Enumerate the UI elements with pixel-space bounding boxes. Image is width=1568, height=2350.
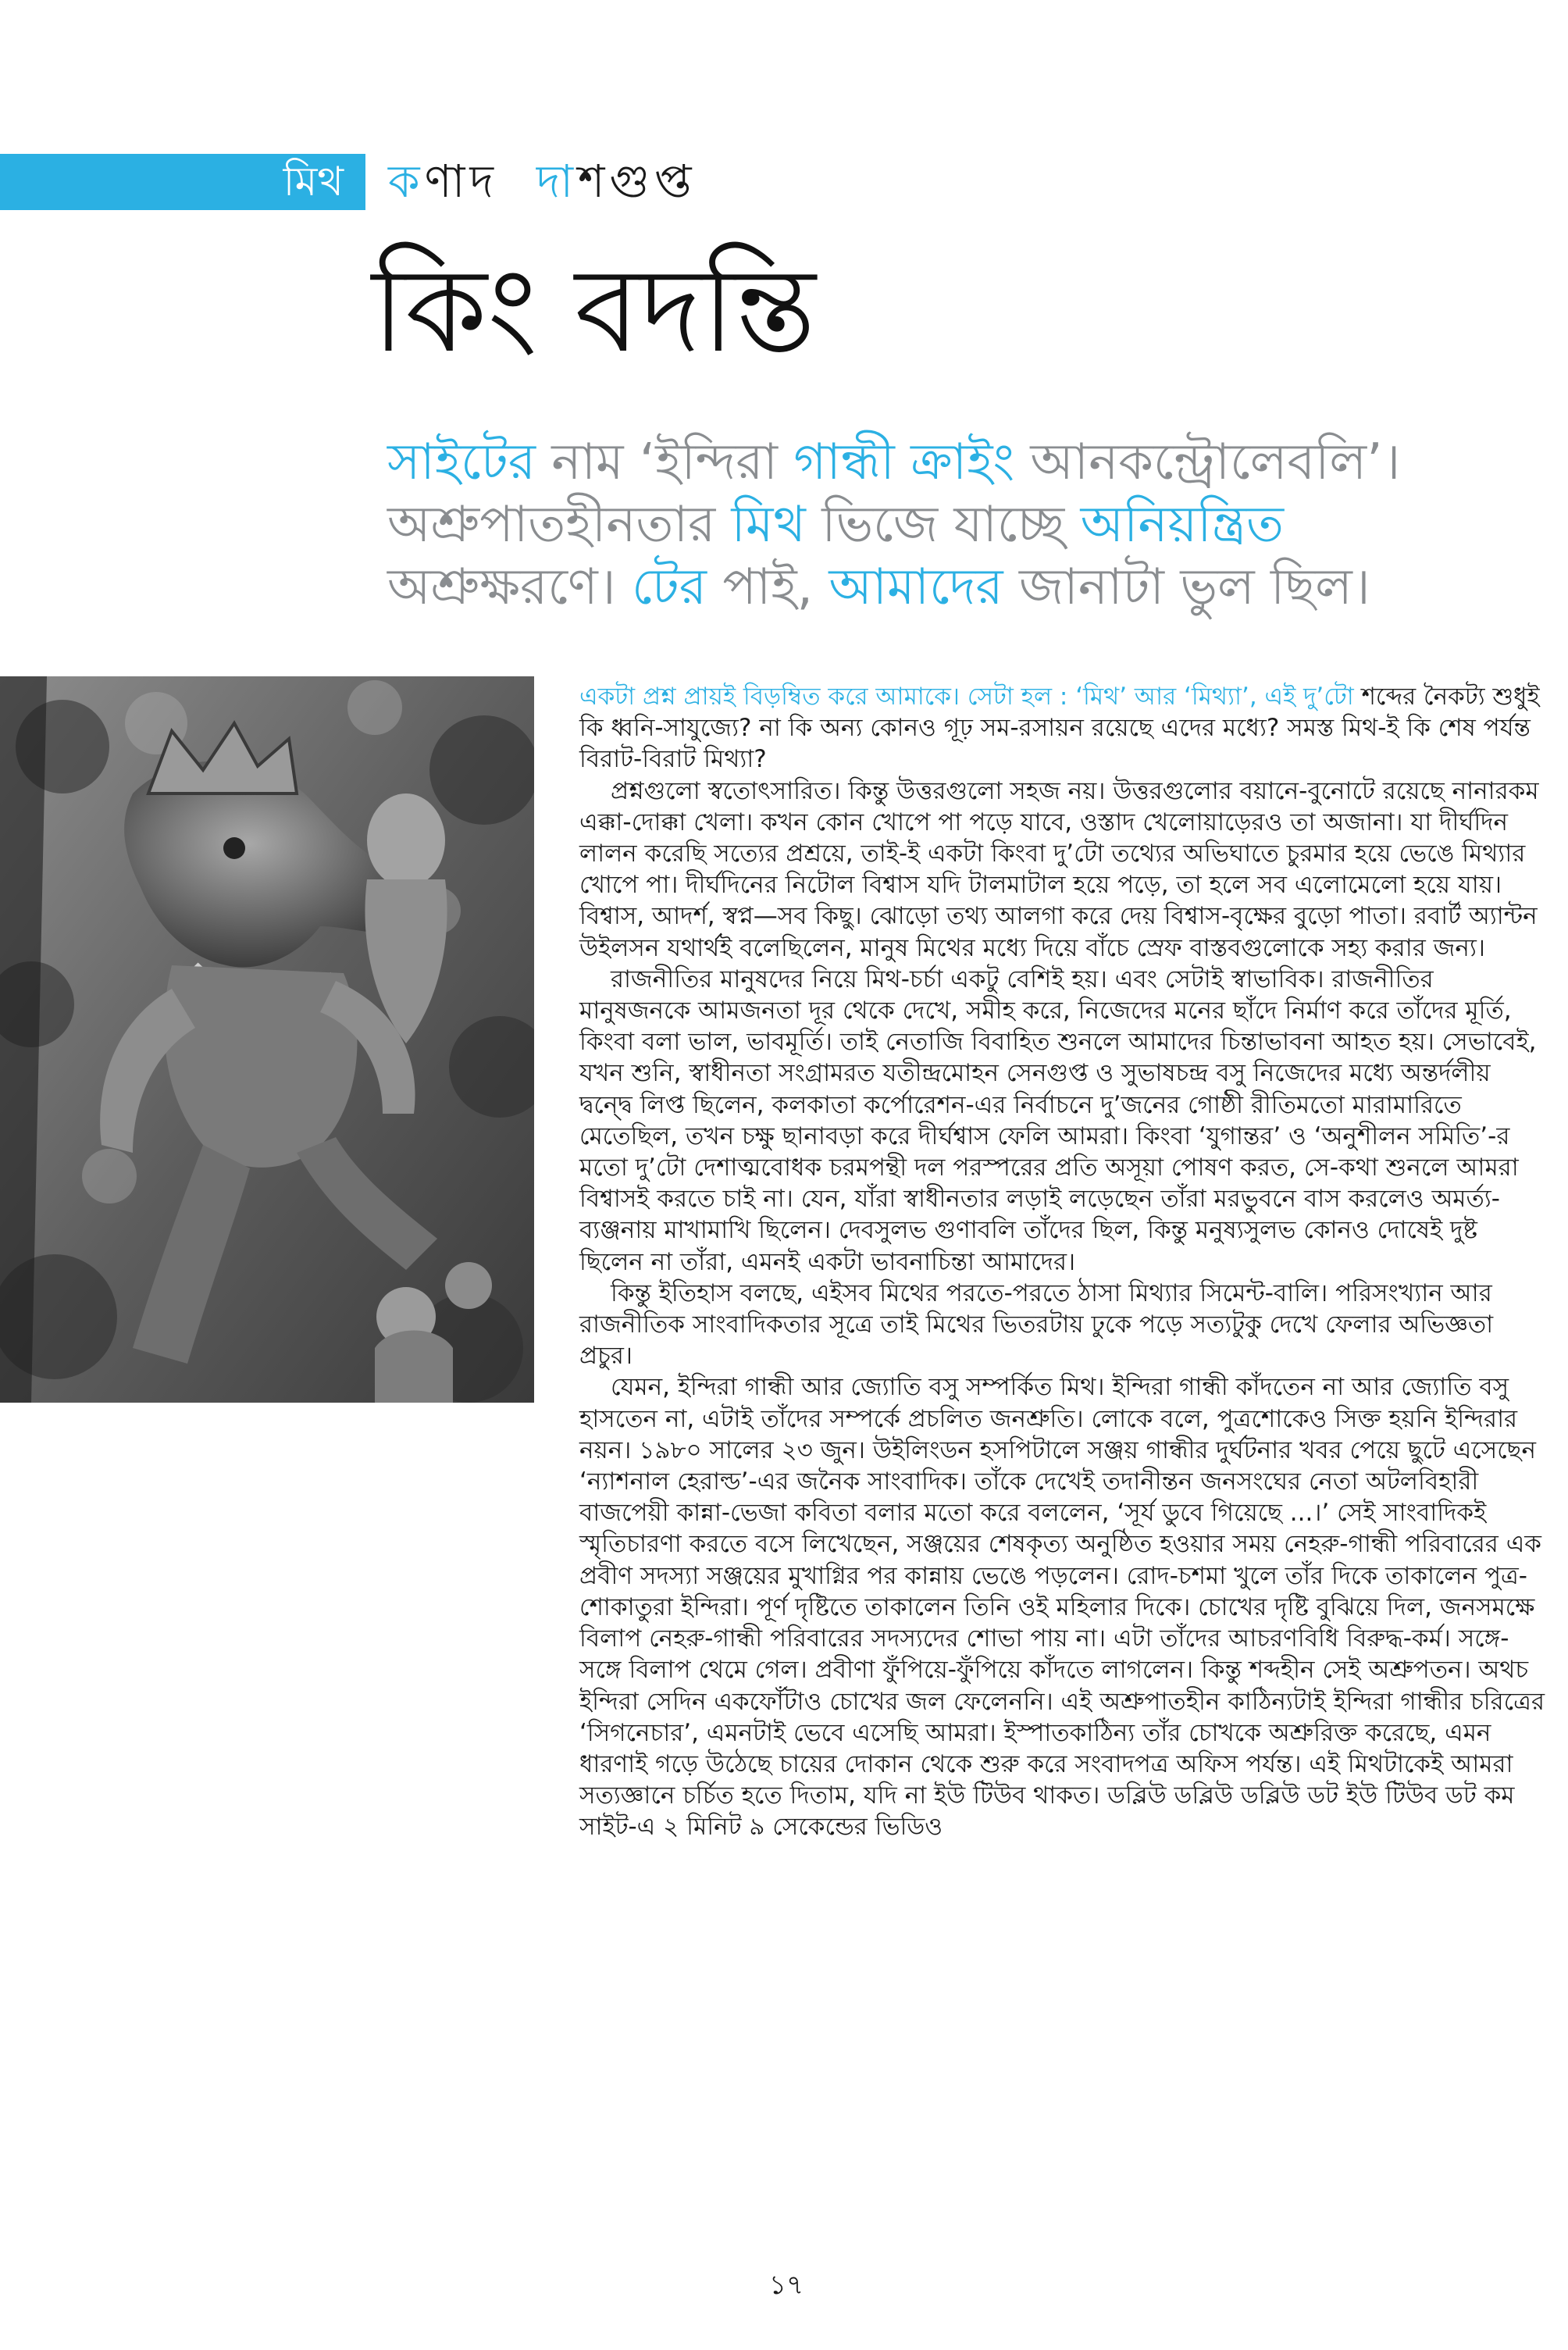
body-paragraph-1	[579, 681, 1548, 776]
author-name	[388, 153, 697, 209]
lead-highlight: মিথ	[731, 496, 806, 554]
sculpture-illustration	[0, 676, 534, 1403]
body-paragraph-3: রাজনীতির মানুষদের নিয়ে মিথ-চর্চা একটু বেশিই হয়। এবং সেটাই স্বাভাবিক। রাজনীতির মানুষজনকে আমজনতা দূর থেকে দেখে, সমীহ করে, নিজেদের মনের ছাঁদে নির্মাণ করে তাঁদের মূর্তি, কিংবা বলা ভাল, ভাবমূর্তি। তাই নেতাজি বিবাহিত শুনলে আমাদের চিন্তাভাবনা আহত হয়। সেভাবেই, যখন শুনি, স্বাধীনতা সংগ্রামরত যতীন্দ্রমোহন সেনগুপ্ত ও সুভাষচন্দ্র বসু নিজেদের মধ্যে অন্তর্দলীয় দ্বন্দ্বে লিপ্ত ছিলেন, কলকাতা কর্পোরেশন-এর নির্বাচনে দু’জনের গোষ্ঠী রীতিমতো মারামারিতে মেতেছিল, তখন চক্ষু ছানাবড়া করে দীর্ঘশ্বাস ফেলি আমরা। কিংবা ‘যুগান্তর’ ও ‘অনুশীলন সমিতি’-র মতো দু’টো দেশাত্মবোধক চরমপন্থী দল পরস্পরের প্রতি অসূয়া পোষণ করত, সে-কথা শুনলে আমরা বিশ্বাসই করতে চাই না। যেন, যাঁরা স্বাধীনতার লড়াই লড়েছেন তাঁরা মরভুবনে বাস করলেও অমর্ত্য-ব্যঞ্জনায় মাখামাখি ছিলেন। দেবসুলভ গুণাবলি তাঁদের ছিল, কিন্তু মনুষ্যসুলভ কোনও দোষেই দুষ্ট ছিলেন না তাঁরা, এমনই একটা ভাবনাচিন্তা আমাদের।	[579, 965, 1537, 1276]
lead-highlight: সাইটের	[387, 433, 536, 491]
author-part-1: ক	[388, 155, 425, 208]
sculpture-photo	[0, 676, 534, 1403]
lead-text: অশ্রুক্ষরণে।	[387, 558, 632, 616]
lead-line-3	[387, 556, 1543, 619]
lead-highlight: অনিয়ন্ত্রিত	[1080, 496, 1285, 554]
lead-text: আনকন্ট্রোলেবলি’।	[1014, 433, 1401, 491]
lead-text: ভিজে যাচ্ছে	[805, 496, 1081, 554]
section-tag-label: মিথ	[283, 159, 344, 205]
body-paragraph-5: যেমন, ইন্দিরা গান্ধী আর জ্যোতি বসু সম্পর্কিত মিথ। ইন্দিরা গান্ধী কাঁদতেন না আর জ্যোতি বসু হাসতেন না, এটাই তাঁদের সম্পর্কে প্রচলিত জনশ্রুতি। লোকে বলে, পুত্রশোকেও সিক্ত হয়নি ইন্দিরার নয়ন। ১৯৮০ সালের ২৩ জুন। উইলিংডন হসপিটালে সঞ্জয় গান্ধীর দুর্ঘটনার খবর পেয়ে ছুটে এসেছেন ‘ন্যাশনাল হেরাল্ড’-এর জনৈক সাংবাদিক। তাঁকে দেখেই তদানীন্তন জনসংঘের নেতা অটলবিহারী বাজপেয়ী কান্না-ভেজা কবিতা বলার মতো করে বললেন, ‘সূর্য ডুবে গিয়েছে ...।’ সেই সাংবাদিকই স্মৃতিচারণা করতে বসে লিখেছেন, সঞ্জয়ের শেষকৃত্য অনুষ্ঠিত হওয়ার সময় নেহরু-গান্ধী পরিবারের এক প্রবীণ সদস্যা সঞ্জয়ের মুখাগ্নির পর কান্নায় ভেঙে পড়লেন। রোদ-চশমা খুলে তাঁর দিকে তাকালেন পুত্র-শোকাতুরা ইন্দিরা। পূর্ণ দৃষ্টিতে তাকালেন তিনি ওই মহিলার দিকে। চোখের দৃষ্টি বুঝিয়ে দিল, জনসমক্ষে বিলাপ নেহরু-গান্ধী পরিবারের সদস্যদের শোভা পায় না। এটা তাঁদের আচরণবিধি বিরুদ্ধ-কর্ম। সঙ্গে-সঙ্গে বিলাপ থেমে গেল। প্রবীণা ফুঁপিয়ে-ফুঁপিয়ে কাঁদতে লাগলেন। কিন্তু শব্দহীন সেই অশ্রুপতন। অথচ ইন্দিরা সেদিন একফোঁটাও চোখের জল ফেলেননি। এই অশ্রুপাতহীন কাঠিন্যটাই ইন্দিরা গান্ধীর চরিত্রের ‘সিগনেচার’, এমনটাই ভেবে এসেছি আমরা। ইস্পাতকাঠিন্য তাঁর চোখকে অশ্রুরিক্ত করেছে, এমন ধারণাই গড়ে উঠেছে চায়ের দোকান থেকে শুরু করে সংবাদপত্র অফিস পর্যন্ত। এই মিথটাকেই আমরা সত্যজ্ঞানে চর্চিত হতে দিতাম, যদি না ইউ টিউব থাকত। ডব্লিউ ডব্লিউ ডব্লিউ ডট ইউ টিউব ডট কম সাইট-এ ২ মিনিট ৯ সেকেন্ডের ভিডিও	[579, 1373, 1545, 1842]
article-title: কিং বদন্তি	[372, 243, 816, 379]
section-tag	[0, 154, 365, 210]
lead-line-1	[387, 431, 1543, 494]
body-paragraph-4: কিন্তু ইতিহাস বলছে, এইসব মিথের পরতে-পরতে ঠাসা মিথ্যার সিমেন্ট-বালি। পরিসংখ্যান আর রাজনীতিক সাংবাদিকতার সূত্রে তাই মিথের ভিতরটায় ঢুকে পড়ে সত্যটুকু দেখে ফেলার অভিজ্ঞতা প্রচুর।	[579, 1278, 1494, 1371]
author-part-3: দা	[536, 155, 579, 208]
author-part-2: ণাদ	[424, 155, 498, 208]
lead-paragraph	[387, 431, 1543, 619]
page-number: ১৭	[768, 2270, 804, 2301]
body-paragraph-2: প্রশ্নগুলো স্বতোৎসারিত। কিন্তু উত্তরগুলো সহজ নয়। উত্তরগুলোর বয়ানে-বুনোটে রয়েছে নানারকম এক্কা-দোক্কা খেলা। কখন কোন খোপে পা পড়ে যাবে, ওস্তাদ খেলোয়াড়েরও তা অজানা। যা দীর্ঘদিন লালন করেছি সত্যের প্রশ্রয়ে, তাই-ই একটা কিংবা দু’টো তথ্যের অভিঘাতে চুরমার হয়ে ভেঙে মিথ্যার খোপে পা। দীর্ঘদিনের নিটোল বিশ্বাস যদি টালমাটাল হয়ে পড়ে, তা হলে সব এলোমেলো হয়ে যায়। বিশ্বাস, আদর্শ, স্বপ্ন—সব কিছু। ঝোড়ো তথ্য আলগা করে দেয় বিশ্বাস-বৃক্ষের বুড়ো পাতা। রবার্ট অ্যান্টন উইলসন যথার্থই বলেছিলেন, মানুষ মিথের মধ্যে দিয়ে বাঁচে স্রেফ বাস্তবগুলোকে সহ্য করার জন্য।	[579, 776, 1539, 962]
lead-text: নাম ‘ইন্দিরা	[535, 433, 794, 491]
body-first-para-rest: শব্দের নৈকট্য শুধুই কি ধ্বনি-সাযুজ্যে? না কি অন্য কোনও গূঢ় সম-রসায়ন রয়েছে এদের মধ্যে? সমস্ত মিথ-ই কি শেষ পর্যন্ত বিরাট-বিরাট মিথ্যা?	[579, 683, 1540, 774]
article-body	[579, 681, 1548, 1843]
lead-highlight: টের	[631, 558, 707, 616]
author-part-4: শগুপ্ত	[578, 155, 697, 208]
lead-text: জানাটা ভুল ছিল।	[1003, 558, 1370, 616]
lead-highlight: গান্ধী ক্রাইং	[793, 433, 1015, 491]
body-first-line: একটা প্রশ্ন প্রায়ই বিড়ম্বিত করে আমাকে। সেটা হল : ‘মিথ’ আর ‘মিথ্যা’, এই দু’টো	[579, 683, 1354, 711]
lead-text: অশ্রুপাতহীনতার	[387, 496, 732, 554]
lead-line-2	[387, 494, 1543, 556]
lead-highlight: আমাদের	[829, 558, 1003, 616]
lead-text: পাই,	[707, 558, 829, 616]
